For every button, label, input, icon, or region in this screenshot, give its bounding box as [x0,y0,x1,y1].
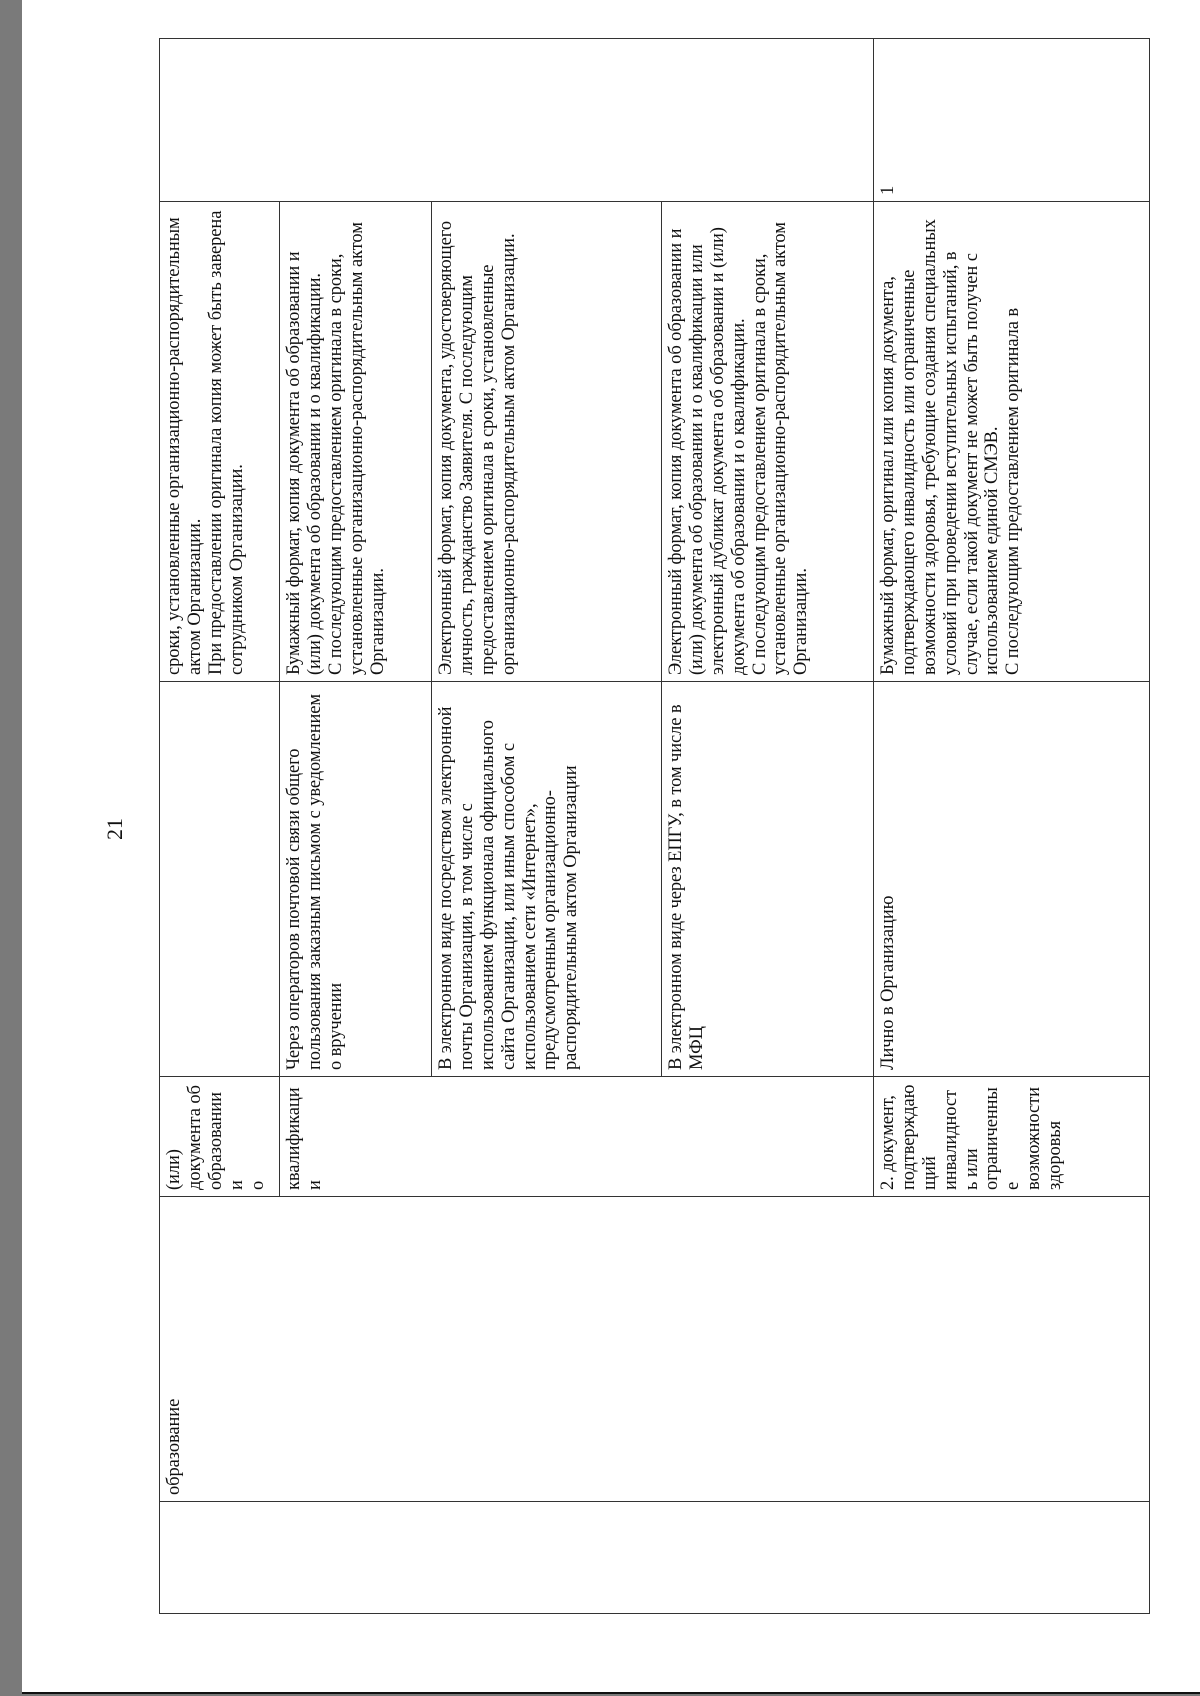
table-cell-count: 1 [874,39,1150,202]
table-cell-method-email: В электронном виде посредством электронной почты Организации, в том числе с использованием функционала официального сайта Организации, или иным способом с использованием сети «Интернет», предусмотренным организационно-распорядительным актом Организации [432,682,662,1077]
table-cell-qualification: квалификации [280,1077,874,1197]
table-row [160,39,280,1614]
table-cell-doc1-tail: (или) документа об образовании и о [160,1077,280,1197]
rotated-table-wrapper [159,39,1149,1614]
page-number: 21 [102,818,127,840]
table-cell-col6-empty [160,39,874,202]
table-cell-format-in-person: Бумажный формат, оригинал или копия документа, подтверждающего инвалидность или ограниченные возможности здоровья, требующие создания специальных условий при проведении вступительных испытаний, в случае, если такой документ не может быть получен с использованием единой СМЭВ. С последующим предоставлением оригинала в [874,202,1150,682]
table-cell-format-email: Электронный формат, копия документа, удостоверяющего личность, гражданство Заявителя. С последующим предоставлением оригинала в сроки, установленные организационно-распорядительным актом Организации. [432,202,662,682]
table-cell-continued: сроки, установленные организационно-распорядительным актом Организации. При предоставлении оригинала копия может быть заверена сотрудником Организации. [160,202,280,682]
table-cell-method-post: Через операторов почтовой связи общего пользования заказным письмом с уведомлением о вручении [280,682,432,1077]
table-cell-doc2-name: 2. документ, подтверждающий инвалидность или ограниченные возможности здоровья [874,1077,1150,1197]
table-cell-format-epgu: Электронный формат, копия документа об образовании и (или) документа об образовании и о квалификации или электронный дубликат документа об образовании и (или) документа об образовании и о квалификации. С последующим предоставлением оригинала в сроки, установленные организационно-распорядительным актом Организации. [662,202,874,682]
table-cell-method-in-person: Лично в Организацию [874,682,1150,1077]
table-cell-education: образование [160,1197,1150,1502]
table-cell-format-post: Бумажный формат, копия документа об образовании и (или) документа об образовании и о квалификации. С последующим предоставлением оригинала в сроки, установленные организационно-распорядительным актом Организации. [280,202,432,682]
table-cell-col1 [160,1502,1150,1614]
table-cell-empty [160,682,280,1077]
table-cell-method-epgu: В электронном виде через ЕПГУ, в том числе в МФЦ [662,682,874,1077]
document-page [22,0,1200,1692]
requirements-table [159,38,1150,1614]
